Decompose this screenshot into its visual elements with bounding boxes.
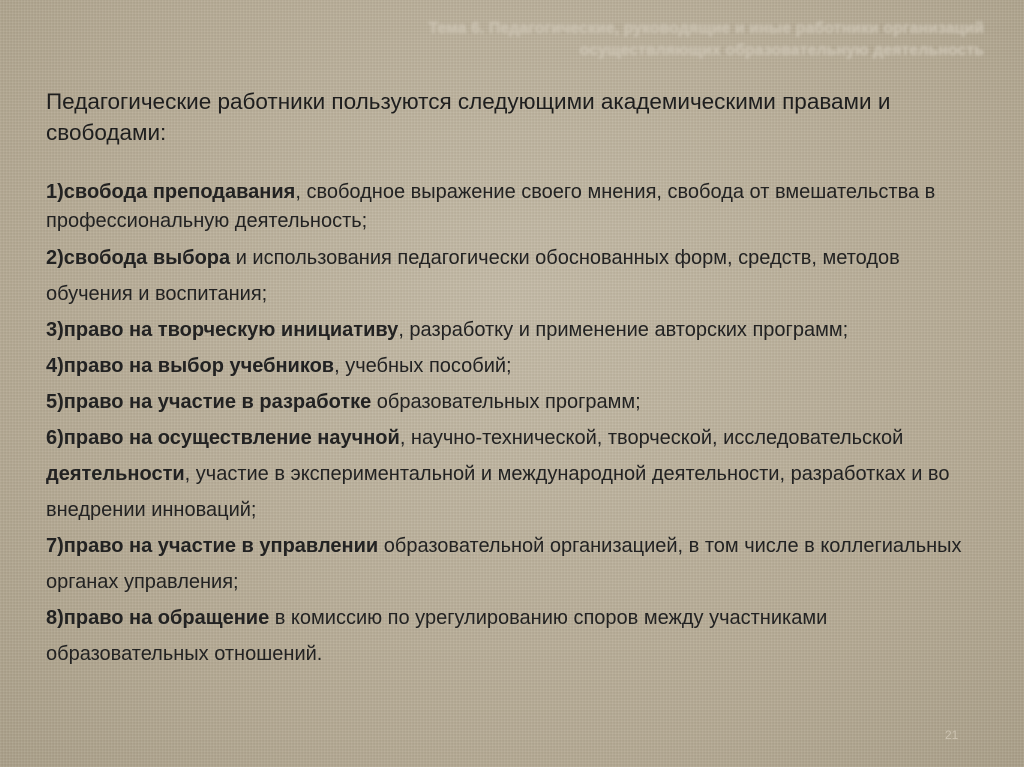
item-bold xyxy=(46,427,400,449)
list-item xyxy=(46,600,986,672)
item-bold-text: свобода преподавания xyxy=(63,181,296,203)
rights-list xyxy=(46,178,986,672)
item-number: 8) xyxy=(46,607,64,629)
item-text: , научно-технической, творческой, исследовательской xyxy=(399,427,904,449)
item-bold xyxy=(46,181,295,203)
item-bold xyxy=(46,247,230,269)
item-bold-text-2: деятельности xyxy=(46,463,185,485)
list-item xyxy=(46,312,986,348)
item-bold-text: свобода выбора xyxy=(63,247,231,269)
item-bold xyxy=(46,607,269,629)
item-bold xyxy=(46,535,378,557)
item-text: , учебных пособий; xyxy=(334,355,512,377)
item-text: образовательных программ; xyxy=(371,391,641,413)
item-text: образовательной организацией, в том числе в коллегиальных органах управления; xyxy=(46,535,962,593)
item-bold-text: право на обращение xyxy=(63,607,270,629)
header-line-1: Тема 6. Педагогические, руководящие и иные работники организаций xyxy=(428,20,984,37)
item-number: 5) xyxy=(46,391,64,413)
item-bold-text: право на выбор учебников xyxy=(63,355,335,377)
item-number: 1) xyxy=(46,181,64,203)
slide-content xyxy=(46,86,986,672)
item-text: , участие в экспериментальной и международной деятельности, разработках и во внедрении инноваций; xyxy=(46,463,950,521)
item-text: , разработку и применение авторских программ; xyxy=(398,319,849,341)
item-text: , свободное выражение своего мнения, свобода от вмешательства в профессиональную деятельность; xyxy=(46,181,936,232)
list-item xyxy=(46,348,986,384)
item-number: 3) xyxy=(46,319,64,341)
item-bold-text: право на участие в управлении xyxy=(63,535,379,557)
item-number: 6) xyxy=(46,427,64,449)
item-number: 2) xyxy=(46,247,64,269)
item-bold-text: право на участие в разработке xyxy=(63,391,372,413)
list-item xyxy=(46,420,986,528)
list-item xyxy=(46,528,986,600)
item-bold xyxy=(46,391,371,413)
item-number: 4) xyxy=(46,355,64,377)
item-bold-text: право на творческую инициативу xyxy=(63,319,399,341)
header-line-2: осуществляющих образовательную деятельность xyxy=(579,42,984,59)
list-item xyxy=(46,240,986,312)
list-item xyxy=(46,384,986,420)
list-item xyxy=(46,178,986,236)
item-bold xyxy=(46,355,334,377)
item-text: и использования педагогически обоснованных форм, средств, методов обучения и воспитания; xyxy=(46,247,900,305)
item-bold-text: право на осуществление научной xyxy=(63,427,400,449)
slide-header xyxy=(224,18,984,62)
item-text: в комиссию по урегулированию споров между участниками образовательных отношений. xyxy=(46,607,828,665)
intro-text: Педагогические работники пользуются следующими академическими правами и свободами: xyxy=(46,89,891,145)
slide-number: 21 xyxy=(945,728,959,742)
item-number: 7) xyxy=(46,535,64,557)
item-bold xyxy=(46,319,398,341)
